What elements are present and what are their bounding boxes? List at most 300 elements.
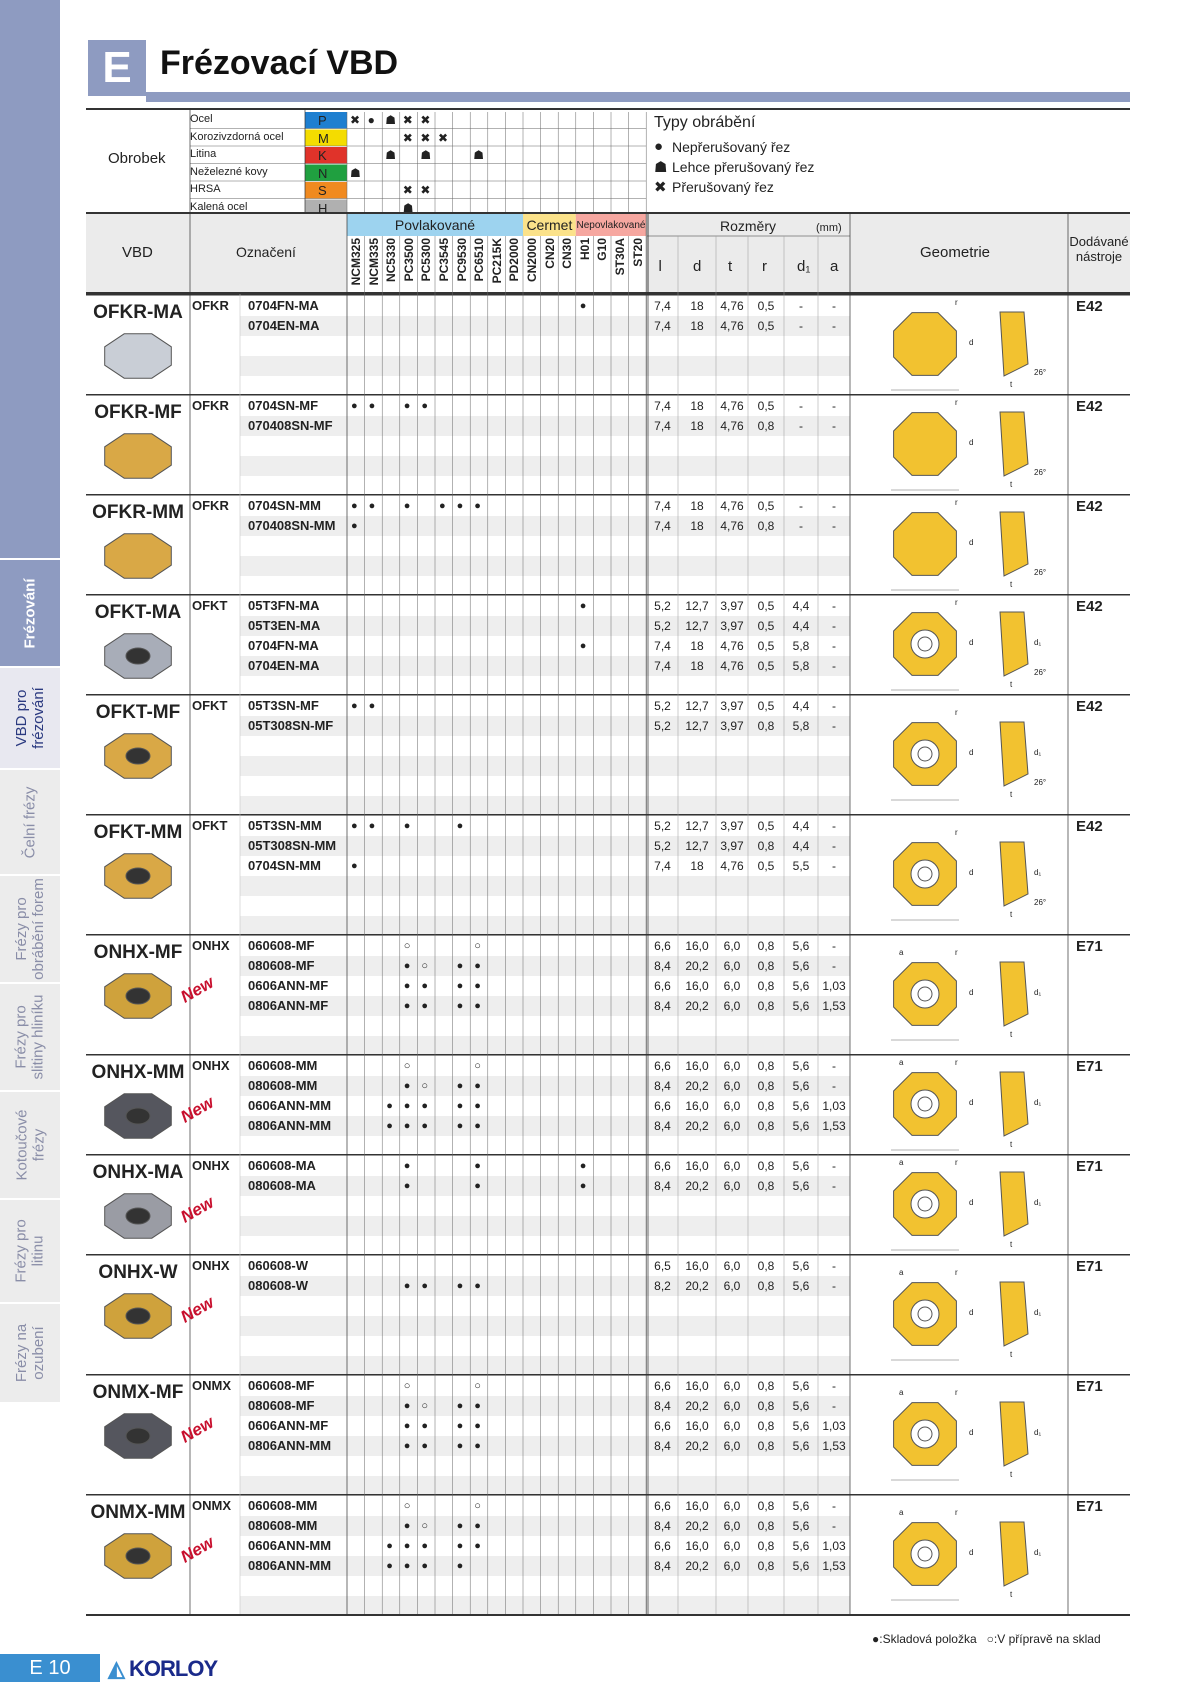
dimension-value: 5,6 bbox=[792, 1399, 810, 1413]
dimension-value: 1,53 bbox=[822, 1119, 846, 1133]
dimension-value: 6,0 bbox=[723, 979, 741, 993]
dimension-value: 8,4 bbox=[654, 1439, 671, 1453]
product-name: OFKT-MA bbox=[94, 602, 182, 623]
dimension-value: 0,8 bbox=[757, 1099, 775, 1113]
availability-dot: ● bbox=[456, 1400, 464, 1412]
dimension-value: - bbox=[832, 1399, 836, 1413]
availability-dot: ● bbox=[403, 980, 411, 992]
insert-designation: 060608-MM bbox=[248, 1058, 318, 1073]
geo-label: d₁ bbox=[1034, 1308, 1042, 1317]
availability-dot: ● bbox=[421, 1540, 429, 1552]
tool-reference: E71 bbox=[1076, 938, 1103, 955]
dimension-value: 1,03 bbox=[822, 979, 846, 993]
machining-label: Lehce přerušovaný řez bbox=[672, 159, 815, 175]
insert-designation: 05T3SN-MM bbox=[248, 818, 322, 833]
insert-designation: 060608-MM bbox=[248, 1498, 318, 1513]
dimension-value: 6,0 bbox=[723, 1539, 741, 1553]
header-dims: Rozměry bbox=[720, 218, 777, 234]
dimension-value: 6,6 bbox=[654, 1419, 671, 1433]
dimension-value: 16,0 bbox=[685, 1099, 709, 1113]
dimension-value: 0,5 bbox=[757, 699, 775, 713]
product-name: OFKT-MF bbox=[95, 702, 181, 723]
availability-dot: ● bbox=[579, 640, 587, 652]
dimension-value: 0,5 bbox=[757, 319, 775, 333]
dimension-value: 8,4 bbox=[654, 1399, 671, 1413]
dimension-value: 5,6 bbox=[792, 1539, 810, 1553]
product-name: ONHX-MM bbox=[91, 1062, 185, 1083]
availability-dot: ● bbox=[474, 1280, 481, 1292]
geo-label: d₁ bbox=[1034, 988, 1042, 997]
dimension-header: d bbox=[693, 258, 702, 275]
geo-label: a bbox=[899, 1388, 904, 1397]
header-vbd: VBD bbox=[122, 244, 153, 261]
workpiece-label: Obrobek bbox=[108, 150, 166, 167]
header-designation: Označení bbox=[236, 244, 296, 260]
dimension-value: 8,4 bbox=[654, 999, 671, 1013]
dimension-value: 5,2 bbox=[654, 839, 671, 853]
geo-label: d₁ bbox=[1034, 1428, 1042, 1437]
dimension-value: 0,8 bbox=[757, 1159, 775, 1173]
material-code: P bbox=[318, 113, 327, 128]
dimension-value: 16,0 bbox=[685, 1259, 709, 1273]
geo-label: a bbox=[899, 948, 904, 957]
dimension-value: 5,6 bbox=[792, 1519, 810, 1533]
dimension-value: 5,8 bbox=[792, 639, 810, 653]
grade-column-header: PC3545 bbox=[437, 238, 451, 282]
availability-dot: ● bbox=[403, 400, 411, 412]
geometry-side-view bbox=[1000, 1072, 1028, 1136]
dimension-value: 18 bbox=[690, 859, 704, 873]
dimension-value: 20,2 bbox=[685, 1439, 709, 1453]
geo-label: d bbox=[969, 538, 974, 547]
dimension-value: 6,0 bbox=[723, 1079, 741, 1093]
tool-reference: E71 bbox=[1076, 1058, 1103, 1075]
material-name: Litina bbox=[190, 148, 217, 160]
grade-column-header: PC3500 bbox=[401, 238, 416, 282]
product-prefix: OFKT bbox=[192, 698, 228, 713]
dimension-header: a bbox=[830, 258, 839, 275]
dimension-value: 20,2 bbox=[685, 1179, 709, 1193]
availability-dot: ● bbox=[403, 1440, 411, 1452]
geo-label: d bbox=[969, 438, 974, 447]
availability-dot: ● bbox=[403, 1000, 411, 1012]
machining-mark: ☗ bbox=[385, 113, 396, 127]
dimension-value: 1,53 bbox=[822, 999, 846, 1013]
dimension-value: 7,4 bbox=[654, 319, 671, 333]
dimension-value: 0,8 bbox=[757, 959, 775, 973]
availability-dot: ● bbox=[351, 700, 358, 712]
dimension-value: 18 bbox=[690, 319, 704, 333]
insert-designation: 0806ANN-MM bbox=[248, 1558, 332, 1573]
grade-column-header: PC6510 bbox=[472, 238, 487, 282]
dimension-value: 0,5 bbox=[757, 399, 775, 413]
machining-icon: ✖ bbox=[654, 179, 667, 196]
dimension-value: 7,4 bbox=[654, 639, 671, 653]
dimension-header: t bbox=[728, 258, 733, 275]
new-badge: New bbox=[177, 972, 218, 1007]
dimension-value: 5,2 bbox=[654, 719, 671, 733]
dimension-value: 0,8 bbox=[757, 1079, 775, 1093]
dimension-value: - bbox=[832, 1279, 836, 1293]
availability-dot: ● bbox=[386, 1540, 393, 1552]
machining-mark: ● bbox=[367, 113, 375, 127]
machining-mark: ✖ bbox=[350, 113, 361, 127]
availability-dot: ● bbox=[368, 500, 376, 512]
dimension-value: 1,03 bbox=[822, 1099, 846, 1113]
dimension-value: 5,6 bbox=[792, 1379, 810, 1393]
dimension-value: 5,6 bbox=[792, 1179, 810, 1193]
grade-column-header: ST30A bbox=[613, 238, 627, 276]
geo-label: t bbox=[1010, 1030, 1013, 1039]
new-badge: New bbox=[177, 1292, 218, 1327]
availability-dot: ● bbox=[456, 1080, 464, 1092]
dimension-value: - bbox=[832, 499, 836, 513]
dimension-value: 5,6 bbox=[792, 979, 810, 993]
geo-label: t bbox=[1010, 1350, 1013, 1359]
dimension-value: 6,6 bbox=[654, 1539, 671, 1553]
availability-dot: ● bbox=[421, 1100, 429, 1112]
dimension-value: 5,6 bbox=[792, 1159, 810, 1173]
availability-dot: ● bbox=[403, 1120, 411, 1132]
dimension-value: 16,0 bbox=[685, 979, 709, 993]
geo-label: t bbox=[1010, 580, 1013, 589]
geometry-top-view bbox=[894, 313, 957, 376]
machining-mark: ✖ bbox=[402, 183, 413, 197]
product-prefix: OFKT bbox=[192, 818, 228, 833]
dimension-value: - bbox=[832, 1499, 836, 1513]
availability-dot: ● bbox=[474, 500, 481, 512]
dimension-value: 6,6 bbox=[654, 1059, 671, 1073]
dimension-value: 5,2 bbox=[654, 619, 671, 633]
geo-label: r bbox=[955, 498, 958, 507]
grade-group-label: Cermet bbox=[526, 217, 573, 233]
legend bbox=[872, 1632, 1101, 1646]
machining-mark: ☗ bbox=[385, 148, 396, 162]
geo-label: r bbox=[955, 828, 958, 837]
availability-dot: ● bbox=[403, 1560, 411, 1572]
tool-reference: E42 bbox=[1076, 498, 1103, 515]
product-name: OFKT-MM bbox=[93, 822, 183, 843]
dimension-value: 0,5 bbox=[757, 299, 775, 313]
insert-designation: 060608-MF bbox=[248, 938, 315, 953]
sidebar-tab-label: Frézy na ozubení bbox=[12, 1323, 47, 1383]
dimension-value: 12,7 bbox=[685, 619, 709, 633]
insert-designation: 0704EN-MA bbox=[248, 658, 320, 673]
geo-label: a bbox=[899, 1268, 904, 1277]
material-name: Korozivzdorná ocel bbox=[190, 130, 284, 143]
header-tools: Dodávané nástroje bbox=[1069, 234, 1129, 264]
dimension-value: 8,4 bbox=[654, 1179, 671, 1193]
dimension-value: 8,4 bbox=[654, 1519, 671, 1533]
dimension-value: 8,2 bbox=[654, 1279, 671, 1293]
dimension-value: 6,0 bbox=[723, 1499, 741, 1513]
geo-label: d bbox=[969, 1308, 974, 1317]
availability-dot: ● bbox=[421, 980, 429, 992]
insert-designation: 05T3SN-MF bbox=[248, 698, 319, 713]
dimension-value: 6,0 bbox=[723, 939, 741, 953]
availability-dot: ● bbox=[403, 1520, 411, 1532]
dimension-value: 0,8 bbox=[757, 939, 775, 953]
grade-column-header: PC215K bbox=[489, 238, 504, 284]
availability-dot: ● bbox=[421, 1560, 429, 1572]
geo-label: 26° bbox=[1034, 668, 1047, 677]
dimension-header: r bbox=[762, 258, 767, 275]
dimension-value: 0,8 bbox=[757, 419, 775, 433]
geo-label: t bbox=[1010, 1590, 1013, 1599]
insert-designation: 080608-MA bbox=[248, 1178, 316, 1193]
product-prefix: ONMX bbox=[192, 1378, 231, 1393]
geometry-side-view bbox=[1000, 722, 1028, 786]
dimension-value: 18 bbox=[690, 399, 704, 413]
product-name: OFKR-MM bbox=[92, 502, 184, 523]
geo-label: d bbox=[969, 338, 974, 347]
insert-designation: 0806ANN-MM bbox=[248, 1438, 332, 1453]
availability-dot: ○ bbox=[474, 1500, 481, 1512]
dimension-value: 3,97 bbox=[720, 719, 744, 733]
availability-dot: ● bbox=[439, 500, 446, 512]
geometry-top-view bbox=[894, 513, 957, 576]
dimension-value: 0,8 bbox=[757, 1379, 775, 1393]
grade-group-label: Nepovlakované bbox=[576, 220, 646, 231]
machining-mark: ✖ bbox=[438, 130, 449, 145]
grade-column-header: PD2000 bbox=[507, 238, 522, 282]
product-name: ONHX-MF bbox=[93, 942, 183, 963]
availability-dot: ○ bbox=[403, 1380, 411, 1392]
dimension-value: 6,0 bbox=[723, 999, 741, 1013]
dimension-value: 5,6 bbox=[792, 1439, 810, 1453]
geo-label: 26° bbox=[1034, 778, 1047, 787]
geo-label: a bbox=[899, 1058, 904, 1067]
sidebar-tab-label: Frézování bbox=[21, 577, 39, 649]
dimension-value: 6,0 bbox=[723, 1279, 741, 1293]
geo-label: d bbox=[969, 1548, 974, 1557]
machining-label: Přerušovaný řez bbox=[672, 179, 774, 195]
dimension-value: 18 bbox=[690, 499, 704, 513]
grade-column-header: NCM325 bbox=[349, 238, 363, 286]
dimension-value: 18 bbox=[690, 659, 704, 673]
dimension-value: 7,4 bbox=[654, 419, 671, 433]
dimension-value: - bbox=[832, 319, 836, 333]
dimension-value: - bbox=[799, 319, 803, 333]
availability-dot: ● bbox=[474, 1120, 481, 1132]
dimension-value: 4,76 bbox=[720, 859, 744, 873]
dimension-value: 12,7 bbox=[685, 719, 709, 733]
dimension-value: - bbox=[832, 419, 836, 433]
machining-icon: ☗ bbox=[654, 159, 668, 176]
availability-dot: ● bbox=[474, 1520, 481, 1532]
geo-label: d₁ bbox=[1034, 638, 1042, 647]
dimension-value: 18 bbox=[690, 639, 704, 653]
availability-dot: ● bbox=[403, 1540, 411, 1552]
geo-label: d₁ bbox=[1034, 1548, 1042, 1557]
dimension-value: - bbox=[799, 419, 803, 433]
dimension-value: 0,8 bbox=[757, 1259, 775, 1273]
product-prefix: OFKT bbox=[192, 598, 228, 613]
dimension-value: 5,6 bbox=[792, 939, 810, 953]
product-prefix: OFKR bbox=[192, 398, 229, 413]
availability-dot: ● bbox=[456, 1540, 464, 1552]
dimension-value: - bbox=[799, 499, 803, 513]
dimension-value: 5,6 bbox=[792, 1059, 810, 1073]
insert-designation: 0606ANN-MM bbox=[248, 1098, 332, 1113]
dimension-value: 6,5 bbox=[654, 1259, 671, 1273]
insert-designation: 070408SN-MF bbox=[248, 418, 333, 433]
product-name: OFKR-MF bbox=[94, 402, 182, 423]
geo-label: r bbox=[955, 1268, 958, 1277]
dimension-value: 0,5 bbox=[757, 619, 775, 633]
insert-designation: 05T308SN-MM bbox=[248, 838, 337, 853]
dimension-value: 20,2 bbox=[685, 1079, 709, 1093]
dimension-value: 16,0 bbox=[685, 1499, 709, 1513]
machining-mark: ✖ bbox=[402, 113, 413, 127]
dimension-value: 4,76 bbox=[720, 299, 744, 313]
availability-dot: ○ bbox=[474, 1060, 481, 1072]
geo-label: d bbox=[969, 638, 974, 647]
insert-designation: 0704FN-MA bbox=[248, 638, 319, 653]
grade-column-header: CN20 bbox=[542, 238, 557, 269]
geometry-side-view bbox=[1000, 1282, 1028, 1346]
dimension-value: 0,5 bbox=[757, 499, 775, 513]
tool-reference: E42 bbox=[1076, 698, 1103, 715]
grade-group-label: Povlakované bbox=[394, 217, 476, 233]
dimension-value: 6,0 bbox=[723, 1259, 741, 1273]
availability-dot: ● bbox=[456, 980, 464, 992]
legend-prep: ○:V přípravě na sklad bbox=[986, 1632, 1101, 1646]
dimension-value: - bbox=[799, 519, 803, 533]
grade-column-header: CN30 bbox=[560, 238, 575, 269]
product-prefix: OFKR bbox=[192, 498, 229, 513]
availability-dot: ● bbox=[403, 820, 411, 832]
insert-designation: 05T3FN-MA bbox=[248, 598, 320, 613]
dimension-value: 0,8 bbox=[757, 999, 775, 1013]
dimension-value: 5,6 bbox=[792, 1079, 810, 1093]
tool-reference: E71 bbox=[1076, 1258, 1103, 1275]
dimension-value: 7,4 bbox=[654, 399, 671, 413]
dimension-value: 7,4 bbox=[654, 299, 671, 313]
dimension-value: 4,4 bbox=[792, 619, 810, 633]
dimension-value: 4,4 bbox=[792, 839, 810, 853]
brand-name: KORLOY bbox=[129, 1656, 218, 1681]
geo-label: d₁ bbox=[1034, 1098, 1042, 1107]
dimension-value: 0,8 bbox=[757, 1439, 775, 1453]
availability-dot: ● bbox=[386, 1560, 393, 1572]
material-name: HRSA bbox=[190, 183, 221, 195]
geo-label: r bbox=[955, 1058, 958, 1067]
dimension-value: 6,0 bbox=[723, 1379, 741, 1393]
geo-label: r bbox=[955, 598, 958, 607]
page-title: Frézovací VBD bbox=[160, 44, 399, 82]
machining-mark: ☗ bbox=[350, 165, 361, 180]
geo-label: r bbox=[955, 398, 958, 407]
dimension-value: 6,0 bbox=[723, 1419, 741, 1433]
dimension-value: 6,0 bbox=[723, 1519, 741, 1533]
dimension-value: 6,6 bbox=[654, 979, 671, 993]
insert-designation: 0606ANN-MM bbox=[248, 1538, 332, 1553]
availability-dot: ● bbox=[368, 400, 376, 412]
machining-icon: ● bbox=[654, 138, 664, 155]
dimension-value: - bbox=[832, 859, 836, 873]
dimension-value: - bbox=[832, 519, 836, 533]
availability-dot: ● bbox=[403, 1080, 411, 1092]
availability-dot: ● bbox=[579, 1180, 587, 1192]
dimension-value: 3,97 bbox=[720, 819, 744, 833]
geometry-side-view bbox=[1000, 512, 1028, 576]
grade-column-header: PC9530 bbox=[454, 238, 469, 282]
dimension-value: - bbox=[832, 1179, 836, 1193]
dimension-value: 0,8 bbox=[757, 1499, 775, 1513]
material-name: Ocel bbox=[190, 113, 213, 125]
dimension-value: 3,97 bbox=[720, 619, 744, 633]
tool-reference: E71 bbox=[1076, 1158, 1103, 1175]
availability-dot: ● bbox=[456, 1440, 464, 1452]
geo-label: r bbox=[955, 1508, 958, 1517]
availability-dot: ● bbox=[403, 960, 411, 972]
geo-label: t bbox=[1010, 910, 1013, 919]
geometry-side-view bbox=[1000, 1522, 1028, 1586]
insert-designation: 0806ANN-MM bbox=[248, 1118, 332, 1133]
dimension-value: 0,8 bbox=[757, 719, 775, 733]
brand-logo bbox=[108, 1656, 217, 1682]
dimension-value: 5,2 bbox=[654, 819, 671, 833]
dimension-value: 20,2 bbox=[685, 1399, 709, 1413]
availability-dot: ● bbox=[403, 1420, 411, 1432]
availability-dot: ● bbox=[474, 1080, 481, 1092]
new-badge: New bbox=[177, 1092, 218, 1127]
insert-designation: 060608-MF bbox=[248, 1378, 315, 1393]
geometry-side-view bbox=[1000, 612, 1028, 676]
dimension-value: 20,2 bbox=[685, 1559, 709, 1573]
grade-column-header: PC5300 bbox=[419, 238, 434, 282]
dimension-value: 6,0 bbox=[723, 1399, 741, 1413]
dimension-value: 5,8 bbox=[792, 659, 810, 673]
dimension-value: 16,0 bbox=[685, 1419, 709, 1433]
dimension-value: 4,76 bbox=[720, 499, 744, 513]
availability-dot: ● bbox=[474, 1000, 481, 1012]
machining-mark: ☗ bbox=[473, 148, 484, 162]
dimension-value: 6,6 bbox=[654, 1499, 671, 1513]
availability-dot: ○ bbox=[403, 940, 411, 952]
dimension-value: 6,0 bbox=[723, 1179, 741, 1193]
machining-mark: ✖ bbox=[420, 130, 431, 145]
insert-designation: 0606ANN-MF bbox=[248, 978, 329, 993]
dimension-value: 12,7 bbox=[685, 839, 709, 853]
dimension-value: 20,2 bbox=[685, 959, 709, 973]
availability-dot: ● bbox=[579, 600, 587, 612]
geo-label: d bbox=[969, 1198, 974, 1207]
insert-designation: 070408SN-MM bbox=[248, 518, 336, 533]
dimension-value: 0,5 bbox=[757, 659, 775, 673]
dimension-value: 0,8 bbox=[757, 979, 775, 993]
dimension-value: - bbox=[832, 959, 836, 973]
grade-column-header: G10 bbox=[595, 238, 610, 261]
page-number: E 10 bbox=[0, 1654, 100, 1682]
insert-designation: 060608-MA bbox=[248, 1158, 316, 1173]
availability-dot: ● bbox=[456, 1560, 464, 1572]
dimension-value: 5,6 bbox=[792, 959, 810, 973]
dimension-value: 5,6 bbox=[792, 999, 810, 1013]
brand-icon: ◭ bbox=[108, 1656, 124, 1681]
dimension-value: 6,6 bbox=[654, 1099, 671, 1113]
dimension-value: - bbox=[832, 619, 836, 633]
insert-designation: 05T308SN-MF bbox=[248, 718, 334, 733]
geo-label: t bbox=[1010, 1140, 1013, 1149]
dimension-value: 4,76 bbox=[720, 319, 744, 333]
geometry-top-view bbox=[894, 413, 957, 476]
availability-dot: ● bbox=[474, 1400, 481, 1412]
dimension-value: 6,0 bbox=[723, 1559, 741, 1573]
geo-label: d bbox=[969, 1098, 974, 1107]
machining-mark: ☗ bbox=[420, 148, 432, 162]
